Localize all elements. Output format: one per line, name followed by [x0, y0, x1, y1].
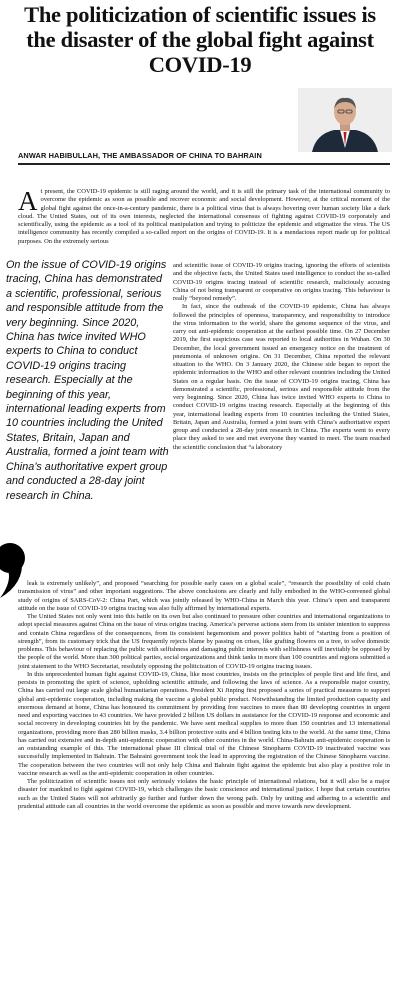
col-paragraph-2: In fact, since the outbreak of the COVID-19 epidemic, China has always followed the principles of openness, transparency, and responsibility to introduce the virus information to the world, share the genome sequence of the virus, and carry out anti-epidemic cooperation at the earliest possible time. On 27 December 2019, the first suspicious case was reported to local authorities in Wuhan. On 30 December, the local government issued an emergency notice on the treatment of pneumonia of unknown origins. On 31 December, China reported the relevant situation to the WHO. On 3 January 2020, the Chinese side began to report the epidemic information to the WHO and other relevant countries including the United States on a regular basis. On the issue of COVID-19 origins tracing, China has demonstrated a scientific, professional, serious and responsible attitude from the very beginning. Since 2020, China has twice invited WHO experts to China to conduct COVID-19 origins tracing research. Especially at the beginning of this year, international leading experts from 10 countries including the United States, Britain, Japan and Australia, formed a joint team with China’s authoritative expert group and conducted a 28-day joint research in China. The experts went to every place they asked to see and met everyone they wanted to meet. The team reached the scientific conclusion that “a laboratory [173, 303, 390, 451]
body-paragraph-4: In this unprecedented human fight against COVID-19, China, like most countries, insists on the principles of people first and life first, and persists in promoting the spirit of science, upholding scientific attitude, and following the laws of science. As a responsible major country, China has carried out large scale global humanitarian operations. President Xi Jinping first proposed a series of practical measures to support global anti-epidemic cooperation, including making the vaccine a global public product. Notwithstanding the limited production capacity and enormous demand at home, China has honoured its commitment by providing free vaccines to more than 80 developing countries in urgent need and exporting vaccines to 43 countries. We have provided 2 billion US dollars in assistance for the COVID-19 response and economic and social recovery in developing countries hit by the pandemic. We have sent medical supplies to more than 150 countries and 13 international organizations, providing more than 280 billion masks, 3.4 billion protective suits and 4 billion testing kits to the world. At the same time, China has carried out extensive and in-depth anti-epidemic cooperation with other countries in the world. China-Bahrain anti-epidemic cooperation is an outstanding example of this. The international phase III clinical trial of the Chinese Sinopharm COVID-19 inactivated vaccine was successfully implemented in Bahrain. The Bahraini government took the lead in approving the registration of the Chinese Sinopharm vaccine. The cooperation between the two countries will not only help China and Bahrain fight against the epidemic but also play a positive role in vaccine research as well as the anti-epidemic cooperation in other countries. [18, 670, 390, 777]
article-intro [18, 188, 390, 246]
right-column [173, 262, 390, 452]
drop-cap: A [18, 186, 38, 216]
headline: The politicization of scientific issues is the disaster of the global fight against COVID-19 [24, 2, 376, 77]
col-paragraph-1: and scientific issue of COVID-19 origins tracing, ignoring the efforts of scientists and the objective facts, the United States used intelligence to conduct the so-called COVID-19 origins tracing instead of scientific research, maliciously accusing China of not being transparent or cooperative on origins tracing. This behaviour is really “beyond remedy”. [173, 262, 390, 302]
continuation-paragraph: leak is extremely unlikely”, and proposed “searching for possible early cases on a global scale”, “research the possibility of cold chain transmission of virus” and other important suggestions. The above conclusions are clearly and fully embodied in the WHO-convened global study of origins of SARS-CoV-2: China Part, which was jointly released by WHO-China in March this year. China’s open and transparent attitude on the issue of COVID-19 origins tracing was also fully affirmed by international experts. [18, 580, 390, 612]
byline-rule [18, 163, 390, 165]
body-paragraph-3: The United States not only went into this battle on its own but also continued to pressure other countries and international organizations to adopt special measures against China on the issue of virus origins tracing. America’s perverse actions stem from its sinister intention to suppress and contain China regardless of the consequences, from its consistent hegemonism and power politics habit of “starting from a position of strength”, from its customary trick that the US frequently rejects blame by passing on crises, like grafting flowers on a tree, to solve domestic problems. This behaviour of replacing the public with selfishness and damaging public interests with selfishness will inevitably be opposed by the people of the world. More than 300 political parties, social organizations and think tanks in more than 100 countries and regions submitted a joint statement to the WHO Secretariat, resolutely opposing the politicization of COVID-19 origins tracing issues. [18, 613, 390, 670]
pull-quote: On the issue of COVID-19 origins tracing, China has demonstrated a scientific, professional, serious and responsible attitude from the very beginning. Since 2020, China has twice invited WHO experts to China to conduct COVID-19 origins tracing research. Especially at the beginning of this year, international leading experts from 10 countries including the United States, Britain, Japan and Australia, formed a joint team with China’s authoritative expert group and conducted a 28-day joint research in China. [6, 259, 169, 502]
intro-paragraph: t present, the COVID-19 epidemic is still raging around the world, and it is still the primary task of the international community to overcome the epidemic as soon as possible and recover economic and social development. However, at the critical moment of the global fight against the once-in-a-century pandemic, there is a political virus that is always hovering over human society like a dark cloud. The United States, out of its own interests, neglected the international consensus of fighting against COVID-19 corporately and scientifically, using the epidemic as a tool of its political manipulation and trying to politicize the epidemic and stigmatize the virus. The US intelligence community has recently compiled a so-called report on the origins of COVID-19. It is a mendacious report made up for political purposes. On the extremely serious [18, 188, 390, 245]
author-photo [298, 88, 392, 152]
byline: ANWAR HABIBULLAH, THE AMBASSADOR OF CHINA TO BAHRAIN [18, 151, 262, 160]
body-paragraph-5: The politicization of scientific issues not only seriously violates the basic principle of international relations, but it will also be a major disaster for mankind to fight against COVID-19, which challenges the basic conscience and international justice. I hope that certain countries such as the United States will not arbitrarily go further and further down the wrong path. Only by uniting and adhering to a scientific and prudential attitude can all countries in the world overcome the epidemic as soon as possible and move towards new development. [18, 778, 390, 810]
article-body [18, 580, 390, 811]
